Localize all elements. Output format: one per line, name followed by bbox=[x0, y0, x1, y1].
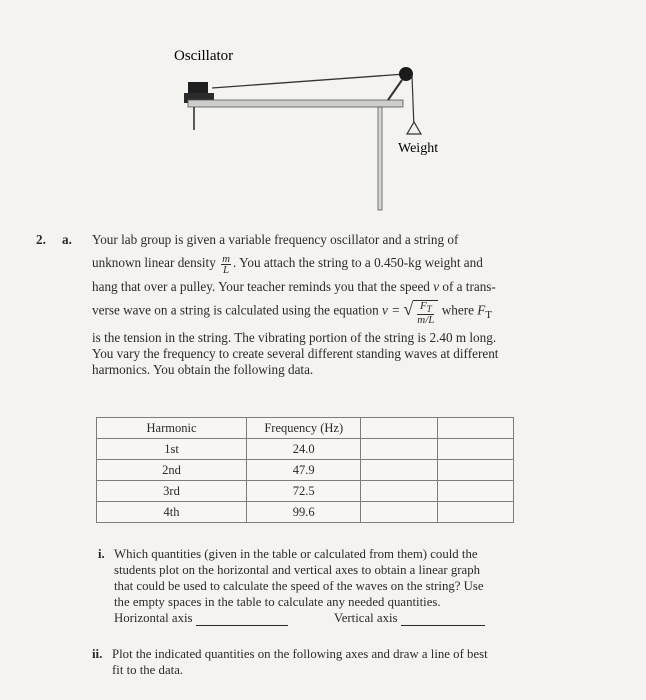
empty-cell[interactable] bbox=[361, 481, 437, 502]
harmonic-cell: 4th bbox=[97, 502, 247, 523]
oscillator-label: Oscillator bbox=[174, 48, 234, 64]
question-line: students plot on the horizontal and vertical axes to obtain a linear graph bbox=[114, 563, 481, 577]
table-row bbox=[97, 439, 514, 460]
empty-cell[interactable] bbox=[361, 502, 437, 523]
header-frequency: Frequency (Hz) bbox=[247, 418, 361, 439]
pulley-arm bbox=[388, 80, 402, 100]
question-i-label: i. bbox=[98, 547, 105, 561]
harmonic-frequency-table bbox=[96, 417, 514, 523]
weight-icon bbox=[407, 122, 421, 134]
table-row bbox=[97, 481, 514, 502]
problem-line: unknown linear density $\frac{m}{L}$ . You attach the string to a 0.450-kg weight and bbox=[92, 252, 483, 276]
question-line: Plot the indicated quantities on the following axes and draw a line of best bbox=[112, 647, 488, 661]
empty-cell[interactable] bbox=[361, 460, 437, 481]
table-header-row bbox=[97, 418, 514, 439]
question-line: the empty spaces in the table to calculate any needed quantities. bbox=[114, 595, 441, 609]
problem-line: verse wave on a string is calculated using the equation v = √ $\frac{F_T}{m/L}$ where $F_T$ bbox=[92, 299, 493, 326]
pulley bbox=[399, 67, 413, 81]
question-line: fit to the data. bbox=[112, 663, 184, 677]
string bbox=[212, 74, 405, 88]
horizontal-axis-label: Horizontal axis bbox=[114, 611, 193, 625]
oscillator-pulley-diagram bbox=[150, 40, 470, 215]
weight-label: Weight bbox=[398, 141, 439, 156]
question-i bbox=[98, 546, 568, 638]
empty-cell[interactable] bbox=[361, 439, 437, 460]
vertical-axis-blank[interactable] bbox=[401, 613, 485, 626]
problem-line: You vary the frequency to create several different standing waves at different bbox=[92, 345, 499, 361]
question-i-body bbox=[114, 546, 568, 626]
frequency-cell: 99.6 bbox=[247, 502, 361, 523]
empty-cell[interactable] bbox=[437, 439, 513, 460]
question-line: that could be used to calculate the speed of the waves on the string? Use bbox=[114, 579, 484, 593]
harmonic-cell: 3rd bbox=[97, 481, 247, 502]
empty-cell[interactable] bbox=[437, 481, 513, 502]
empty-cell[interactable] bbox=[437, 502, 513, 523]
table-leg-right bbox=[378, 107, 382, 210]
axis-answer-row bbox=[114, 610, 568, 626]
problem-line: Your lab group is given a variable frequency oscillator and a string of bbox=[92, 232, 459, 247]
harmonic-cell: 2nd bbox=[97, 460, 247, 481]
frequency-cell: 72.5 bbox=[247, 481, 361, 502]
frequency-cell: 24.0 bbox=[247, 439, 361, 460]
horizontal-axis-blank[interactable] bbox=[196, 613, 288, 626]
question-ii-body bbox=[112, 646, 566, 678]
wave-speed-equation: √ $\frac{F_T}{m/L}$ bbox=[403, 298, 438, 325]
hanging-string bbox=[412, 76, 414, 128]
empty-cell[interactable] bbox=[437, 460, 513, 481]
question-line: Which quantities (given in the table or calculated from them) could the bbox=[114, 547, 478, 561]
table-row bbox=[97, 460, 514, 481]
problem-paragraph bbox=[92, 228, 568, 378]
table-row bbox=[97, 502, 514, 523]
empty-cell[interactable] bbox=[361, 418, 437, 439]
problem-line: harmonics. You obtain the following data. bbox=[92, 361, 314, 377]
harmonic-cell: 1st bbox=[97, 439, 247, 460]
lab-table-top bbox=[188, 100, 403, 107]
frequency-cell: 47.9 bbox=[247, 460, 361, 481]
header-harmonic: Harmonic bbox=[97, 418, 247, 439]
linear-density-fraction: $\frac{m}{L}$ bbox=[222, 252, 231, 276]
problem-part: a. bbox=[62, 232, 72, 247]
problem-line: hang that over a pulley. Your teacher reminds you that the speed v of a trans- bbox=[92, 278, 496, 294]
problem-number: 2. bbox=[36, 232, 46, 247]
problem-line: is the tension in the string. The vibrating portion of the string is 2.40 m long. bbox=[92, 329, 497, 345]
question-ii bbox=[92, 646, 562, 680]
question-ii-label: ii. bbox=[92, 647, 103, 661]
vertical-axis-label: Vertical axis bbox=[333, 611, 398, 625]
empty-cell[interactable] bbox=[437, 418, 513, 439]
